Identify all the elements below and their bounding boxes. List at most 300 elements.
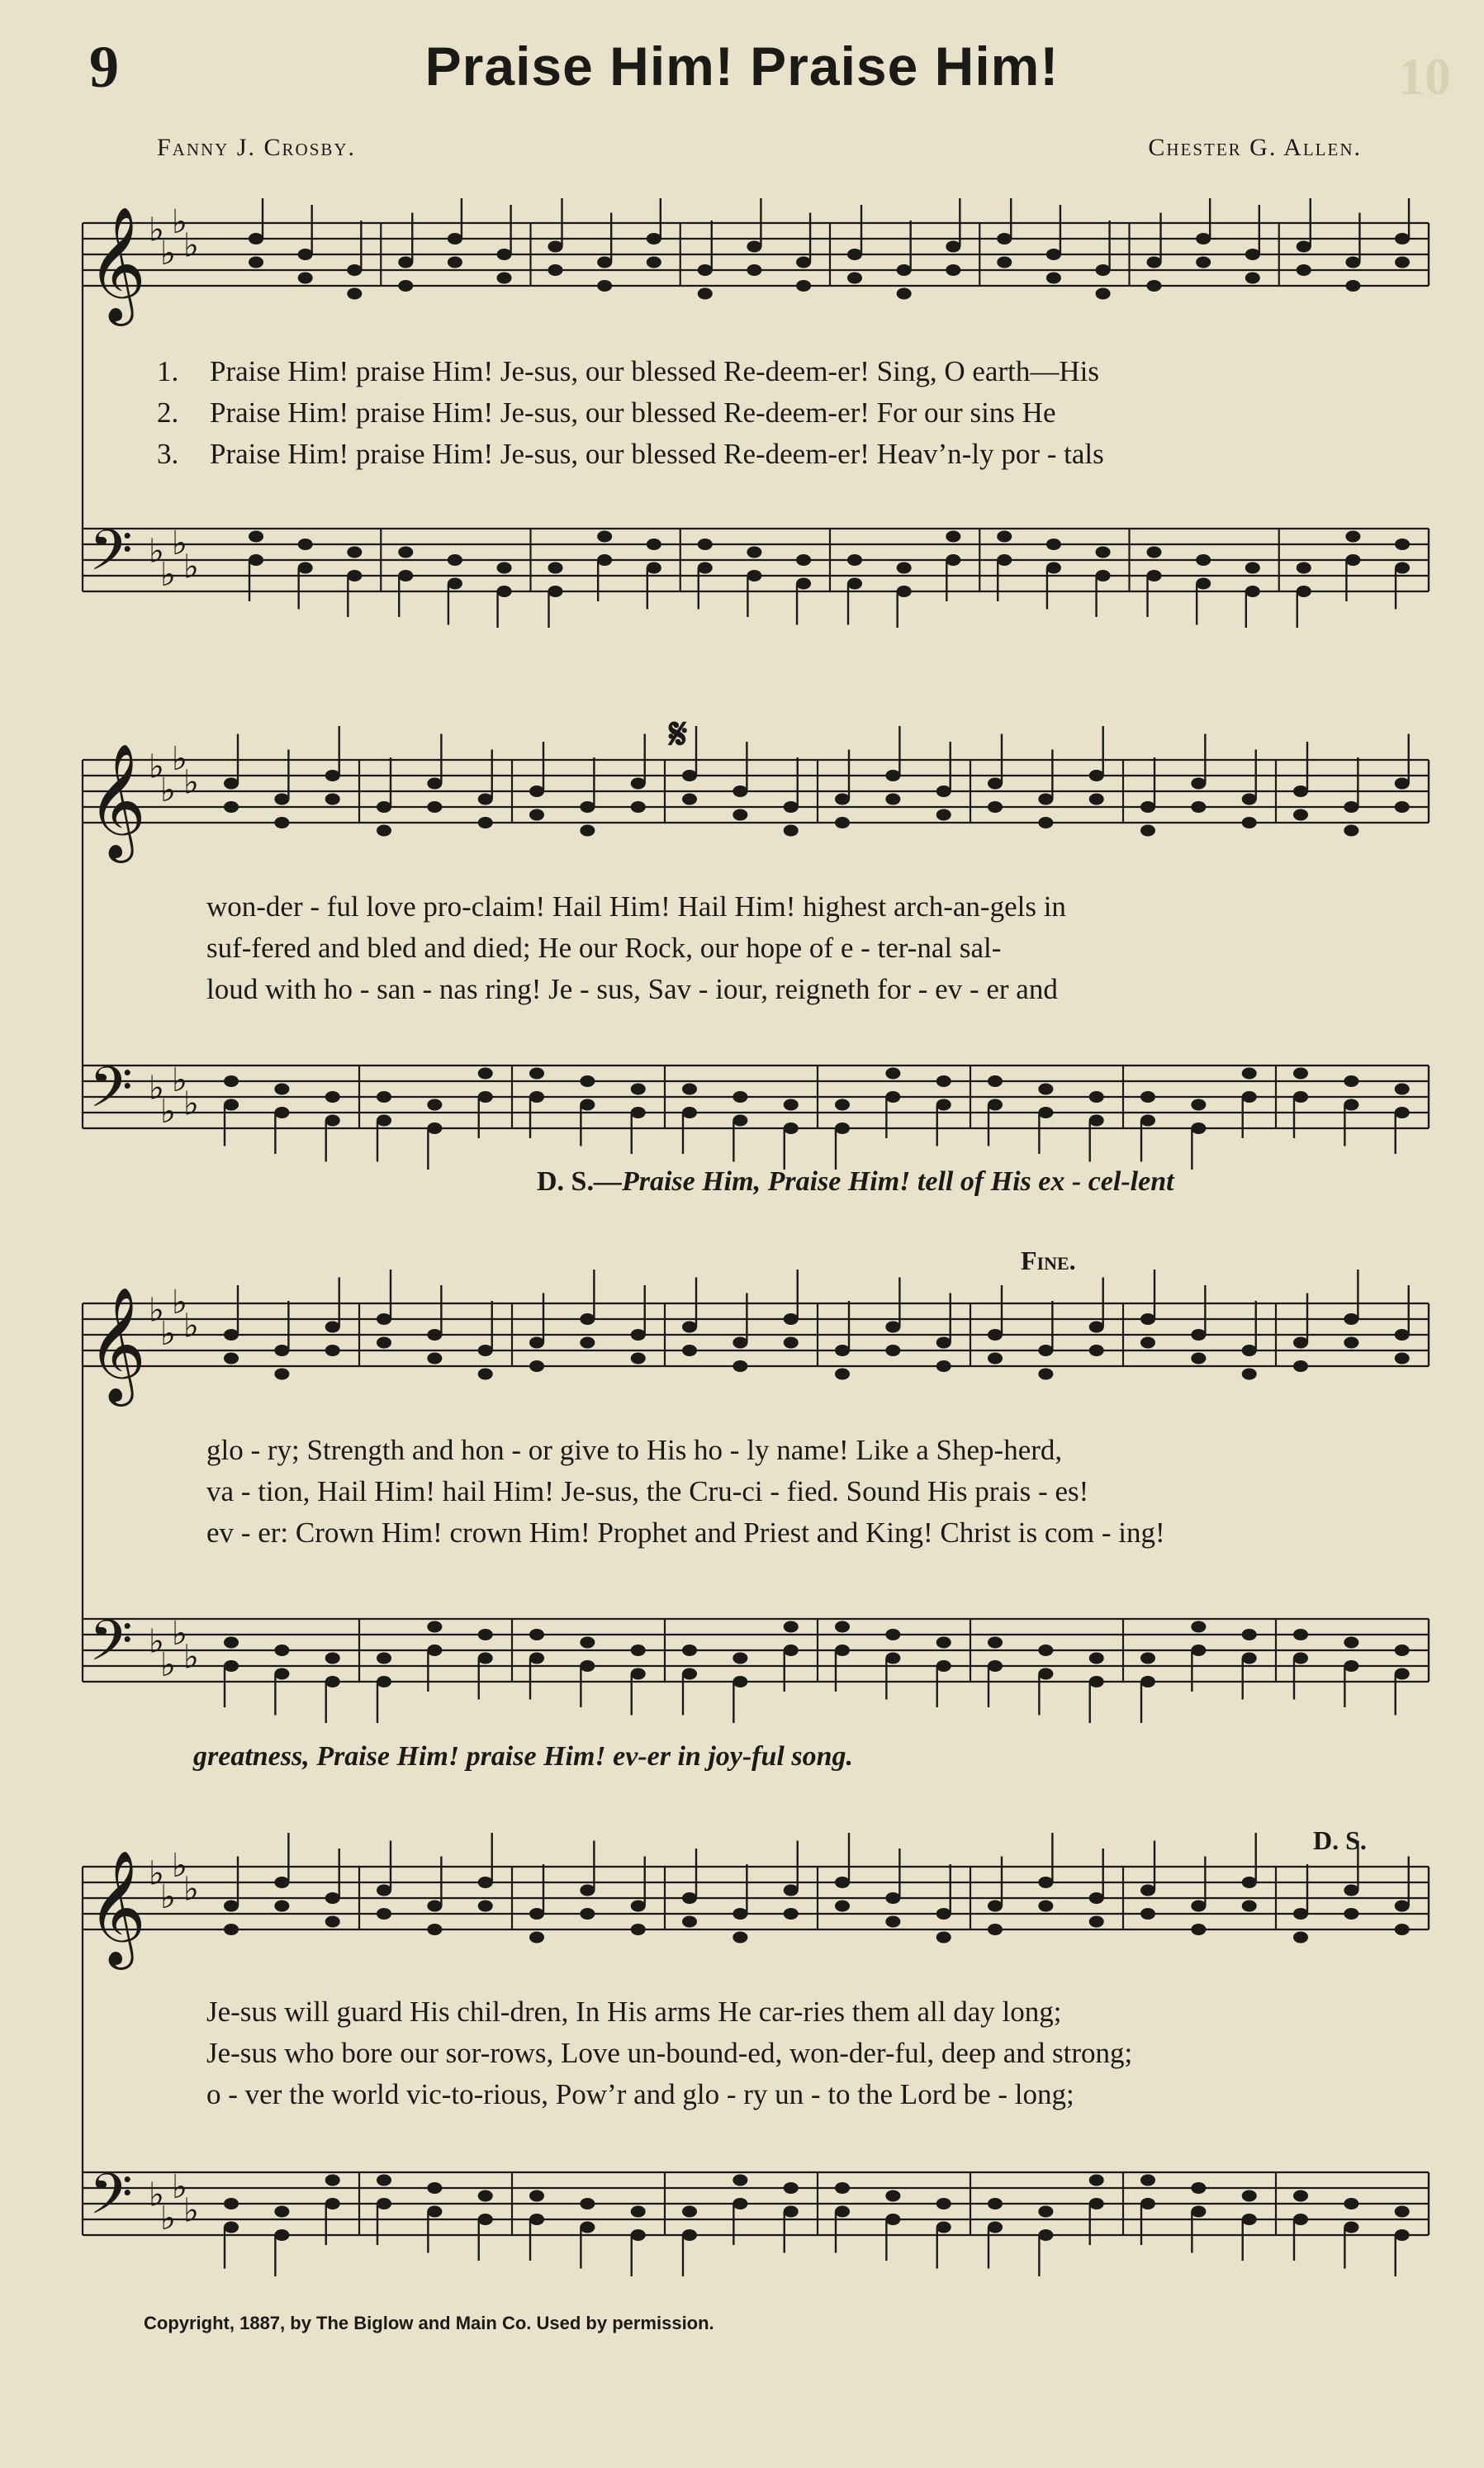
note-head: [274, 1901, 289, 1912]
ds-end-mark: D. S.: [1313, 1825, 1367, 1855]
note-head: [1147, 280, 1162, 292]
note-head: [682, 1892, 697, 1904]
flat-icon: ♭: [172, 1615, 187, 1653]
note-head: [548, 241, 563, 253]
note-head: [647, 233, 661, 244]
fine-mark: Fine.: [1021, 1246, 1076, 1275]
flat-icon: ♭: [183, 226, 199, 265]
note-head: [580, 1660, 595, 1672]
hymn-title: Praise Him! Praise Him!: [424, 36, 1060, 97]
note-head: [936, 1075, 951, 1087]
note-head: [1345, 257, 1360, 268]
note-head: [1196, 257, 1211, 268]
verse-1-line: won-der - ful love pro-claim! Hail Him! Hail Him! highest arch-an-gels in: [206, 890, 1066, 923]
note-head: [946, 241, 960, 253]
note-head: [733, 1932, 747, 1944]
note-head: [377, 2198, 391, 2209]
note-head: [529, 2190, 544, 2202]
note-head: [1096, 264, 1111, 276]
note-head: [274, 1668, 289, 1680]
verse-number: 3.: [157, 438, 179, 470]
verse-2-line: Je-sus who bore our sor-rows, Love un-bound-ed, won-der-ful, deep and strong;: [206, 2037, 1133, 2069]
bass-clef-icon: 𝄢: [89, 2162, 133, 2241]
note-head: [1395, 1107, 1410, 1118]
note-head: [733, 809, 747, 821]
note-head: [1245, 273, 1260, 284]
note-head: [784, 801, 799, 813]
note-head: [298, 249, 313, 260]
note-head: [529, 1908, 544, 1920]
note-head: [1096, 547, 1111, 558]
note-head: [988, 1660, 1003, 1672]
note-head: [427, 2206, 442, 2218]
verse-number: 2.: [157, 396, 179, 429]
note-head: [427, 778, 442, 790]
note-head: [885, 2214, 900, 2225]
note-head: [398, 257, 413, 268]
ds-refrain-text: greatness, Praise Him! praise Him! ev-er in joy-ful song.: [193, 1741, 853, 1772]
note-head: [988, 1353, 1003, 1365]
note-head: [835, 1877, 850, 1888]
note-head: [1191, 1099, 1206, 1111]
note-head: [796, 257, 811, 268]
note-head: [580, 1885, 595, 1896]
note-head: [631, 2229, 646, 2241]
note-head: [1395, 1645, 1410, 1656]
note-head: [936, 1099, 951, 1111]
note-head: [497, 562, 512, 574]
note-head: [377, 1908, 391, 1920]
note-head: [1147, 257, 1162, 268]
note-head: [1395, 1924, 1410, 1935]
note-head: [274, 1369, 289, 1380]
note-head: [631, 1668, 646, 1680]
note-head: [647, 539, 661, 550]
treble-clef-icon: 𝄞: [88, 743, 146, 858]
note-head: [988, 1637, 1003, 1649]
flat-icon: ♭: [172, 203, 187, 241]
note-head: [529, 1337, 544, 1349]
note-head: [1395, 257, 1410, 268]
note-head: [274, 1345, 289, 1356]
note-head: [347, 570, 362, 581]
verse-1-line: glo - ry; Strength and hon - or give to His ho - ly name! Like a Shep-herd,: [206, 1434, 1063, 1466]
note-head: [377, 1676, 391, 1687]
note-head: [1089, 1676, 1104, 1687]
note-head: [1345, 280, 1360, 292]
note-head: [427, 2182, 442, 2194]
note-head: [325, 1115, 340, 1127]
note-head: [682, 1322, 697, 1333]
note-head: [784, 1645, 799, 1656]
note-head: [448, 257, 462, 268]
note-head: [988, 778, 1003, 790]
note-head: [682, 1345, 697, 1356]
note-head: [427, 1099, 442, 1111]
verse-3-line: o - ver the world vic-to-rious, Pow’r and glo - ry un - to the Lord be - long;: [206, 2078, 1074, 2110]
note-head: [1147, 547, 1162, 558]
note-head: [529, 1068, 544, 1080]
note-head: [448, 554, 462, 566]
note-head: [427, 1645, 442, 1656]
note-head: [377, 1653, 391, 1664]
flat-icon: ♭: [149, 1854, 164, 1893]
note-head: [1395, 801, 1410, 813]
note-head: [580, 801, 595, 813]
note-head: [580, 1908, 595, 1920]
note-head: [529, 1091, 544, 1103]
note-head: [1242, 1629, 1257, 1640]
note-head: [631, 2206, 646, 2218]
note-head: [478, 817, 493, 828]
note-head: [885, 1068, 900, 1080]
note-head: [377, 1115, 391, 1127]
note-head: [988, 1329, 1003, 1341]
note-head: [224, 1901, 239, 1912]
note-head: [631, 1901, 646, 1912]
composer-credit: Chester G. Allen.: [1148, 134, 1362, 161]
flat-icon: ♭: [160, 2200, 176, 2238]
note-head: [580, 1637, 595, 1649]
note-head: [1293, 1068, 1308, 1080]
note-head: [747, 570, 761, 581]
note-head: [936, 2222, 951, 2233]
flat-icon: ♭: [183, 1084, 199, 1123]
note-head: [885, 2190, 900, 2202]
note-head: [1245, 586, 1260, 597]
note-head: [988, 1075, 1003, 1087]
note-head: [733, 1115, 747, 1127]
note-head: [497, 249, 512, 260]
note-head: [631, 1329, 646, 1341]
note-head: [847, 578, 862, 590]
note-head: [325, 2198, 340, 2209]
verse-2-line: va - tion, Hail Him! hail Him! Je-sus, the Cru-ci - fied. Sound His prais - es!: [206, 1475, 1089, 1507]
flat-icon: ♭: [172, 740, 187, 778]
note-head: [398, 280, 413, 292]
note-head: [274, 2206, 289, 2218]
note-head: [1140, 825, 1155, 837]
note-head: [1191, 1353, 1206, 1365]
note-head: [1395, 1901, 1410, 1912]
note-head: [1293, 1653, 1308, 1664]
flat-icon: ♭: [183, 1870, 199, 1909]
note-head: [478, 2214, 493, 2225]
note-head: [1046, 249, 1061, 260]
note-head: [784, 1908, 799, 1920]
lyric-text: Praise Him! praise Him! Je-sus, our blessed Re-deem-er! Heav’n-ly por - tals: [210, 438, 1104, 470]
note-head: [682, 1645, 697, 1656]
note-head: [478, 1091, 493, 1103]
note-head: [427, 801, 442, 813]
note-head: [377, 1313, 391, 1325]
music-system-2: [74, 710, 1437, 1222]
note-head: [733, 1091, 747, 1103]
note-head: [224, 1353, 239, 1365]
note-head: [1038, 1877, 1053, 1888]
bass-clef-icon: 𝄢: [89, 1609, 133, 1687]
note-head: [1089, 794, 1104, 805]
note-head: [1191, 1924, 1206, 1935]
note-head: [796, 554, 811, 566]
flat-icon: ♭: [149, 211, 164, 249]
note-head: [478, 1877, 493, 1888]
note-head: [1395, 562, 1410, 574]
note-head: [1089, 2198, 1104, 2209]
note-head: [784, 1337, 799, 1349]
note-head: [1038, 1084, 1053, 1095]
note-head: [298, 562, 313, 574]
note-head: [733, 1653, 747, 1664]
note-head: [1344, 1908, 1358, 1920]
flat-icon: ♭: [160, 1646, 176, 1684]
note-head: [682, 1916, 697, 1928]
note-head: [249, 233, 263, 244]
note-head: [274, 794, 289, 805]
note-head: [224, 2222, 239, 2233]
note-head: [1140, 801, 1155, 813]
note-head: [478, 1901, 493, 1912]
note-head: [847, 249, 862, 260]
copyright-notice: Copyright, 1887, by The Biglow and Main Co. Used by permission.: [144, 2313, 714, 2333]
note-head: [1293, 1629, 1308, 1640]
note-head: [1196, 578, 1211, 590]
note-head: [427, 1353, 442, 1365]
note-head: [597, 554, 612, 566]
note-head: [698, 288, 713, 300]
note-head: [631, 1353, 646, 1365]
note-head: [478, 1629, 493, 1640]
note-head: [478, 1653, 493, 1664]
flat-icon: ♭: [172, 1061, 187, 1099]
note-head: [1345, 531, 1360, 543]
note-head: [325, 1916, 340, 1928]
flat-icon: ♭: [160, 235, 176, 273]
note-head: [988, 1099, 1003, 1111]
note-head: [835, 1901, 850, 1912]
note-head: [377, 2175, 391, 2186]
note-head: [733, 2198, 747, 2209]
note-head: [427, 1329, 442, 1341]
note-head: [448, 233, 462, 244]
note-head: [1140, 1337, 1155, 1349]
note-head: [1293, 2214, 1308, 2225]
note-head: [1147, 570, 1162, 581]
note-head: [1242, 1877, 1257, 1888]
note-head: [580, 2222, 595, 2233]
note-head: [936, 1932, 951, 1944]
note-head: [946, 264, 960, 276]
staff-notation-2: [74, 710, 1437, 1222]
note-head: [1242, 1091, 1257, 1103]
note-head: [784, 2182, 799, 2194]
note-head: [325, 1676, 340, 1687]
note-head: [733, 1908, 747, 1920]
note-head: [835, 1345, 850, 1356]
note-head: [1293, 809, 1308, 821]
flat-icon: ♭: [172, 1284, 187, 1322]
verse-1-line: [157, 355, 1099, 388]
note-head: [847, 273, 862, 284]
note-head: [580, 1313, 595, 1325]
note-head: [1038, 1645, 1053, 1656]
note-head: [631, 801, 646, 813]
note-head: [224, 2198, 239, 2209]
note-head: [224, 801, 239, 813]
note-head: [325, 794, 340, 805]
note-head: [1245, 562, 1260, 574]
note-head: [1038, 1107, 1053, 1118]
note-head: [936, 785, 951, 797]
note-head: [631, 778, 646, 790]
note-head: [835, 1621, 850, 1633]
flat-icon: ♭: [183, 1307, 199, 1346]
note-head: [478, 2190, 493, 2202]
flat-icon: ♭: [149, 532, 164, 571]
note-head: [1293, 1932, 1308, 1944]
note-head: [1196, 554, 1211, 566]
note-head: [796, 280, 811, 292]
note-head: [298, 273, 313, 284]
note-head: [274, 1107, 289, 1118]
verse-3-line: ev - er: Crown Him! crown Him! Prophet and Priest and King! Christ is com - ing!: [206, 1516, 1165, 1549]
note-head: [1089, 1892, 1104, 1904]
note-head: [448, 578, 462, 590]
ds-lyric: —Praise Him, Praise Him! tell of His ex - cel-lent: [593, 1166, 1174, 1197]
note-head: [1242, 1068, 1257, 1080]
note-head: [847, 554, 862, 566]
note-head: [1395, 1353, 1410, 1365]
note-head: [398, 547, 413, 558]
flat-icon: ♭: [149, 1291, 164, 1330]
flat-icon: ♭: [149, 748, 164, 786]
flat-icon: ♭: [172, 2168, 187, 2206]
note-head: [885, 1629, 900, 1640]
note-head: [1297, 264, 1311, 276]
staff-notation-3: [74, 1239, 1437, 1784]
note-head: [747, 547, 761, 558]
note-head: [1297, 562, 1311, 574]
note-head: [427, 1122, 442, 1134]
note-head: [274, 817, 289, 828]
note-head: [1344, 801, 1358, 813]
note-head: [478, 1345, 493, 1356]
note-head: [249, 531, 263, 543]
note-head: [1196, 233, 1211, 244]
note-head: [347, 264, 362, 276]
note-head: [885, 1653, 900, 1664]
note-head: [1242, 794, 1257, 805]
note-head: [733, 1337, 747, 1349]
note-head: [1089, 2175, 1104, 2186]
note-head: [1344, 1075, 1358, 1087]
note-head: [1089, 1916, 1104, 1928]
note-head: [1140, 1313, 1155, 1325]
note-head: [1293, 1337, 1308, 1349]
note-head: [1089, 1345, 1104, 1356]
note-head: [885, 1892, 900, 1904]
note-head: [377, 1885, 391, 1896]
note-head: [784, 1122, 799, 1134]
note-head: [897, 264, 912, 276]
note-head: [1344, 1099, 1358, 1111]
note-head: [224, 1329, 239, 1341]
note-head: [936, 2198, 951, 2209]
flat-icon: ♭: [183, 548, 199, 586]
note-head: [647, 257, 661, 268]
note-head: [1242, 1653, 1257, 1664]
note-head: [897, 586, 912, 597]
note-head: [1191, 2206, 1206, 2218]
treble-clef-icon: 𝄞: [88, 206, 146, 321]
note-head: [1242, 2214, 1257, 2225]
note-head: [1140, 1885, 1155, 1896]
note-head: [682, 2229, 697, 2241]
note-head: [497, 586, 512, 597]
note-head: [835, 1099, 850, 1111]
note-head: [325, 1892, 340, 1904]
note-head: [580, 1099, 595, 1111]
flat-icon: ♭: [160, 1093, 176, 1131]
note-head: [597, 257, 612, 268]
note-head: [224, 1637, 239, 1649]
note-head: [1344, 1885, 1358, 1896]
note-head: [936, 1337, 951, 1349]
note-head: [478, 1068, 493, 1080]
note-head: [1297, 241, 1311, 253]
note-head: [682, 1668, 697, 1680]
note-head: [631, 1645, 646, 1656]
note-head: [1345, 554, 1360, 566]
note-head: [325, 1322, 340, 1333]
lyricist-credit: Fanny J. Crosby.: [157, 134, 357, 161]
note-head: [835, 1122, 850, 1134]
verse-2-line: [157, 396, 1056, 430]
note-head: [1191, 1901, 1206, 1912]
segno-sign: 𝄋: [669, 711, 688, 758]
note-head: [427, 1924, 442, 1935]
bleed-through-number: 10: [1398, 47, 1451, 106]
note-head: [936, 1360, 951, 1372]
flat-icon: ♭: [160, 1315, 176, 1353]
note-head: [997, 233, 1012, 244]
note-head: [224, 1099, 239, 1111]
note-head: [529, 785, 544, 797]
note-head: [548, 586, 563, 597]
note-head: [274, 2229, 289, 2241]
note-head: [835, 2206, 850, 2218]
note-head: [835, 794, 850, 805]
note-head: [784, 2206, 799, 2218]
note-head: [1395, 539, 1410, 550]
verse-2-line: suf-fered and bled and died; He our Rock, our hope of e - ter-nal sal-: [206, 932, 1002, 964]
note-head: [1344, 1637, 1358, 1649]
note-head: [988, 801, 1003, 813]
note-head: [936, 1637, 951, 1649]
note-head: [997, 257, 1012, 268]
note-head: [885, 1322, 900, 1333]
note-head: [347, 547, 362, 558]
note-head: [347, 288, 362, 300]
treble-clef-icon: 𝄞: [88, 1850, 146, 1965]
note-head: [784, 825, 799, 837]
note-head: [529, 809, 544, 821]
note-head: [1297, 586, 1311, 597]
note-head: [1038, 2206, 1053, 2218]
note-head: [224, 1075, 239, 1087]
note-head: [885, 794, 900, 805]
flat-icon: ♭: [160, 771, 176, 809]
